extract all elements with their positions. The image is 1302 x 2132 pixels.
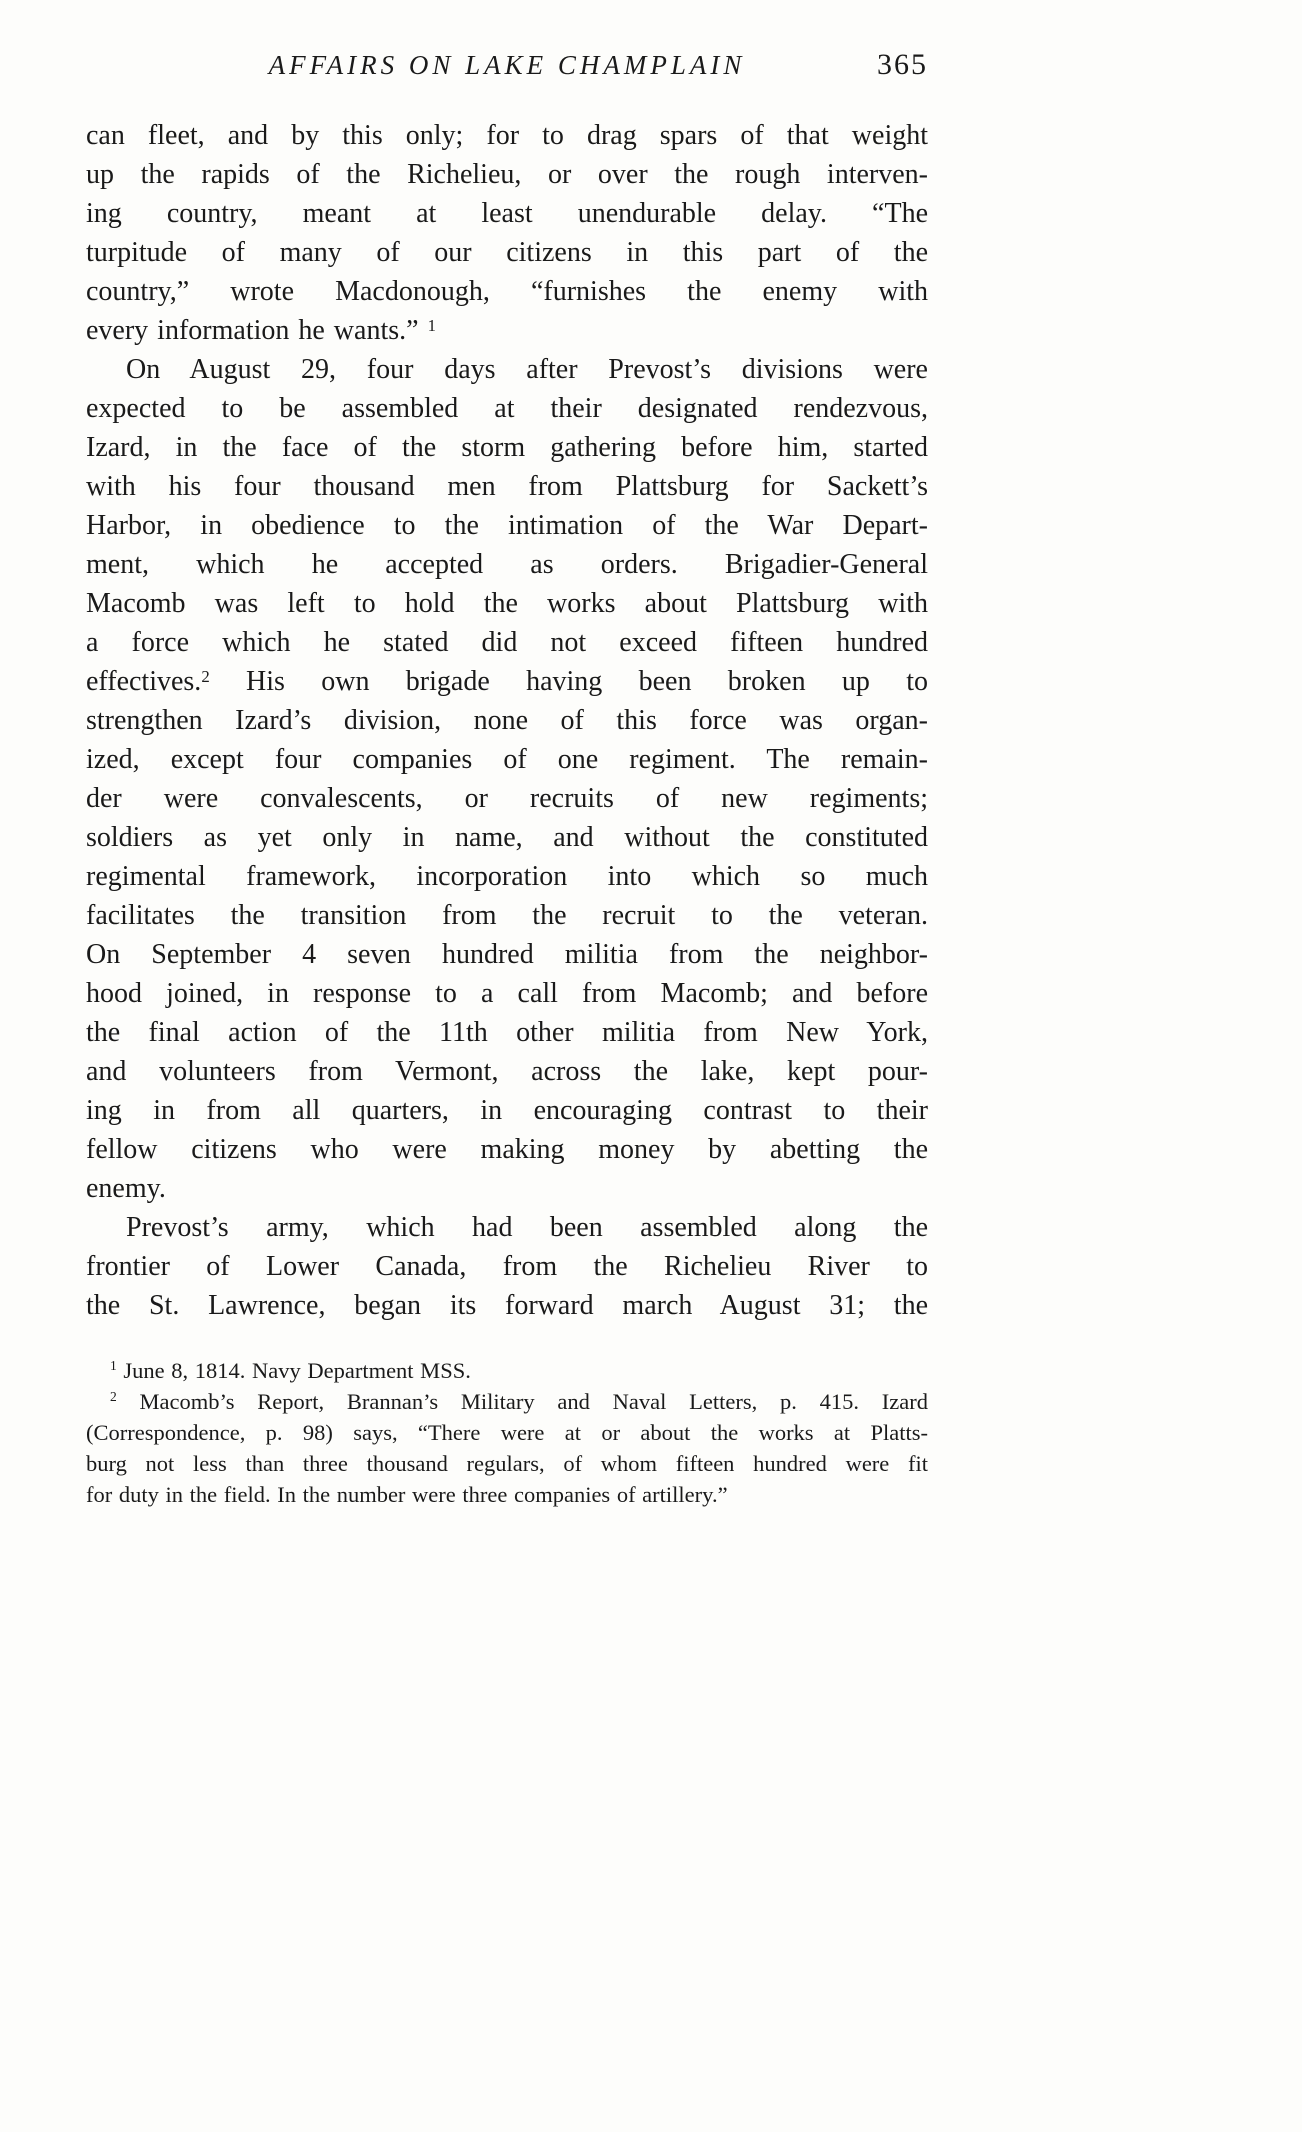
footnotes (86, 1355, 928, 1510)
text-line: ing in from all quarters, in encouraging contrast to their (86, 1095, 928, 1126)
page-number: 365 (877, 48, 928, 81)
text-line: country,” wrote Macdonough, “furnishes the enemy with (86, 276, 928, 307)
footnote-marker: 2 (110, 1389, 117, 1404)
text-line: the St. Lawrence, began its forward march August 31; the (86, 1290, 928, 1321)
text-line: can fleet, and by this only; for to drag spars of that weight (86, 120, 928, 151)
text-line: Prevost’s army, which had been assembled along the (126, 1212, 928, 1243)
text-line: Macomb was left to hold the works about Plattsburg with (86, 588, 928, 619)
text-line: frontier of Lower Canada, from the Richelieu River to (86, 1251, 928, 1282)
text-line: ized, except four companies of one regiment. The remain- (86, 744, 928, 775)
text-line: regimental framework, incorporation into which so much (86, 861, 928, 892)
text-line: der were convalescents, or recruits of new regiments; (86, 783, 928, 814)
text-line: every information he wants.” $^1$ (86, 315, 436, 346)
footnote-line: $^1$ June 8, 1814. Navy Department MSS. (110, 1358, 471, 1383)
text-line: ing country, meant at least unendurable delay. “The (86, 198, 928, 229)
text-line: a force which he stated did not exceed fifteen hundred (86, 627, 928, 658)
footnote (86, 1386, 928, 1510)
body-text (86, 116, 928, 1325)
page-header (86, 50, 928, 92)
text-line: enemy. (86, 1173, 166, 1204)
text-line: and volunteers from Vermont, across the lake, kept pour- (86, 1056, 928, 1087)
text-line: strengthen Izard’s division, none of this force was organ- (86, 705, 928, 736)
footnote-marker: 1 (427, 316, 436, 335)
text-line: ment, which he accepted as orders. Brigadier-General (86, 549, 928, 580)
text-line: the final action of the 11th other militia from New York, (86, 1017, 928, 1048)
text-line: Harbor, in obedience to the intimation of the War Depart- (86, 510, 928, 541)
footnote-marker: 2 (201, 667, 210, 686)
footnote (86, 1355, 928, 1386)
text-line: effectives.$^2$ His own brigade having been broken up to (86, 666, 928, 697)
text-line: turpitude of many of our citizens in this part of the (86, 237, 928, 268)
text-line: fellow citizens who were making money by abetting the (86, 1134, 928, 1165)
text-line: facilitates the transition from the recruit to the veteran. (86, 900, 928, 931)
footnote-marker: 1 (110, 1358, 117, 1373)
footnote-line: $^2$ Macomb’s Report, Brannan’s Military and Naval Letters, p. 415. Izard (110, 1389, 928, 1414)
footnote-line: (Correspondence, p. 98) says, “There were at or about the works at Platts- (86, 1420, 928, 1445)
text-line: soldiers as yet only in name, and without the constituted (86, 822, 928, 853)
text-line: On August 29, four days after Prevost’s divisions were (126, 354, 928, 385)
paragraph (86, 116, 928, 350)
text-line: hood joined, in response to a call from Macomb; and before (86, 978, 928, 1009)
running-title: AFFAIRS ON LAKE CHAMPLAIN (268, 50, 746, 80)
text-line: up the rapids of the Richelieu, or over the rough interven- (86, 159, 928, 190)
footnote-line: burg not less than three thousand regulars, of whom fifteen hundred were fit (86, 1451, 928, 1476)
paragraph (86, 350, 928, 1208)
text-line: with his four thousand men from Plattsburg for Sackett’s (86, 471, 928, 502)
paragraph (86, 1208, 928, 1325)
text-line: On September 4 seven hundred militia from the neighbor- (86, 939, 928, 970)
footnote-line: for duty in the field. In the number were three companies of artillery.” (86, 1482, 728, 1507)
page-content (86, 50, 928, 1510)
text-line: expected to be assembled at their designated rendezvous, (86, 393, 928, 424)
text-line: Izard, in the face of the storm gathering before him, started (86, 432, 928, 463)
